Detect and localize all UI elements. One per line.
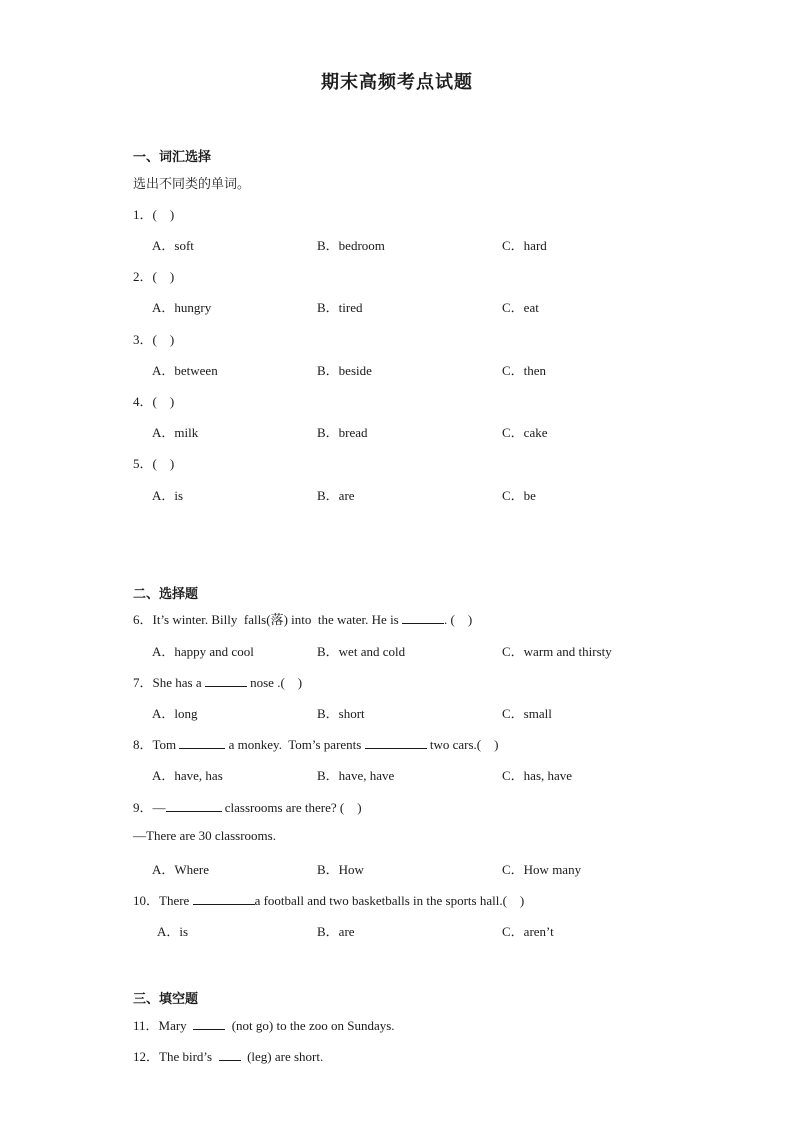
answer-blank[interactable] [402,611,444,624]
stem-text: (leg) are short. [240,1049,324,1064]
option-c: C．warm and thirsty [502,644,612,659]
option-a: A．have, has [152,768,223,783]
page-title: 期末高频考点试题 [321,72,473,92]
stem-text: a football and two basketballs in the sports hall.( ) [254,893,525,908]
option-a: A．is [152,488,184,503]
option-a: A．Where [152,862,210,877]
question-stem: 3．( ) [133,332,175,347]
question-stem: 5．( ) [133,456,175,471]
option-c: C．be [502,488,536,503]
question-stem: 1．( ) [133,207,175,222]
option-c: C．has, have [502,768,573,783]
answer-blank[interactable] [193,1017,225,1030]
question-7-stem [133,672,302,691]
answer-blank[interactable] [219,1048,241,1061]
answer-blank[interactable] [193,892,255,905]
question-stem: 2．( ) [133,269,175,284]
option-b: B．are [317,488,355,503]
option-a: A．hungry [152,300,212,315]
option-c: C．hard [502,238,547,253]
option-c: C．eat [502,300,539,315]
option-a: A．soft [152,238,194,253]
stem-text: a monkey. Tom’s parents [225,737,365,752]
question-10-stem [133,890,524,909]
question-9-answer-line: —There are 30 classrooms. [133,828,276,843]
section-instruction: 选出不同类的单词。 [133,176,251,191]
option-b: B．have, have [317,768,395,783]
stem-text: (not go) to the zoo on Sundays. [225,1018,395,1033]
option-a: A．is [157,924,189,939]
stem-text: 12．The bird’s [133,1049,219,1064]
question-11-stem [133,1015,395,1034]
option-a: A．happy and cool [152,644,254,659]
option-c: C．How many [502,862,582,877]
option-a: A．long [152,706,198,721]
section-heading-fill-in: 三、填空题 [133,991,199,1006]
stem-text: two cars.( ) [426,737,499,752]
option-c: C．cake [502,425,548,440]
question-stem: 4．( ) [133,394,175,409]
stem-text: nose .( ) [246,675,303,690]
stem-text: 9．— [133,800,166,815]
option-a: A．milk [152,425,199,440]
question-9-stem [133,797,362,816]
option-b: B．beside [317,363,372,378]
option-b: B．wet and cold [317,644,406,659]
question-12-stem [133,1046,323,1065]
answer-blank[interactable] [205,674,247,687]
answer-blank[interactable] [365,736,427,749]
option-b: B．short [317,706,365,721]
stem-text: 10．There [133,893,193,908]
stem-text: 7．She has a [133,675,205,690]
stem-text: . ( ) [444,612,473,627]
option-c: C．small [502,706,552,721]
question-6-stem [133,609,472,628]
answer-blank[interactable] [166,799,222,812]
option-c: C．aren’t [502,924,554,939]
option-b: B．How [317,862,364,877]
answer-blank[interactable] [179,736,225,749]
question-8-stem [133,734,498,753]
option-b: B．are [317,924,355,939]
stem-text: 6．It’s winter. Billy falls(落) into the water. He is [133,612,402,627]
section-heading-vocabulary: 一、词汇选择 [133,149,212,164]
stem-text: classrooms are there? ( ) [221,800,362,815]
option-c: C．then [502,363,547,378]
stem-text: 8．Tom [133,737,180,752]
option-b: B．bread [317,425,368,440]
option-a: A．between [152,363,218,378]
section-heading-multiple-choice: 二、选择题 [133,586,199,601]
option-b: B．tired [317,300,363,315]
stem-text: 11．Mary [133,1018,194,1033]
option-b: B．bedroom [317,238,385,253]
